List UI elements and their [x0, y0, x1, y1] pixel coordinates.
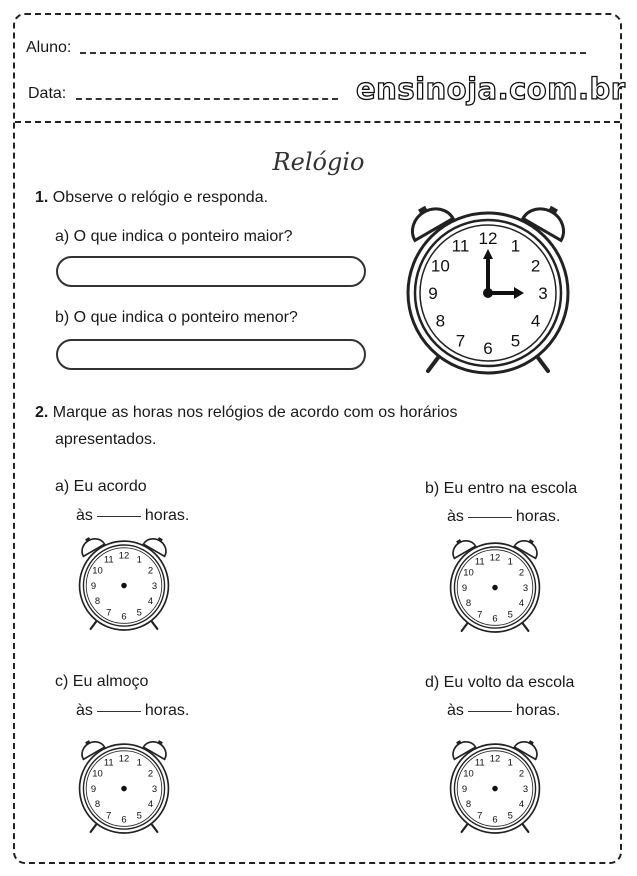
item-a-label: a) Eu acordo [55, 478, 147, 495]
time-suffix: horas. [515, 702, 561, 719]
time-suffix: horas. [144, 702, 190, 719]
question-1b-text: b) O que indica o ponteiro menor? [55, 309, 298, 326]
clock-numeral-2: 2 [530, 256, 541, 276]
clock-numeral-12: 12 [489, 552, 501, 564]
clock-numeral-3: 3 [538, 284, 548, 303]
item-b-label: b) Eu entro na escola [425, 480, 578, 497]
clock-numeral-9: 9 [461, 783, 468, 795]
clock-numeral-12: 12 [489, 753, 501, 765]
clock-numeral-8: 8 [465, 598, 472, 610]
clock-center-pin [492, 786, 498, 792]
clock-numeral-7: 7 [106, 810, 112, 822]
clock-numeral-10: 10 [463, 768, 474, 780]
blank-alarm-clock-icon[interactable] [75, 733, 173, 833]
clock-center-pin [121, 786, 127, 792]
student-label: Aluno: [26, 39, 72, 56]
clock-numeral-1: 1 [136, 554, 142, 566]
clock-numeral-9: 9 [90, 783, 97, 795]
clock-numeral-4: 4 [518, 598, 525, 610]
answer-1a-box[interactable] [56, 256, 366, 287]
time-prefix: às [447, 508, 464, 525]
clock-numeral-2: 2 [147, 768, 154, 780]
question-2-text-line1: Marque as horas nos relógios de acordo com os horários [52, 404, 458, 421]
clock-numeral-4: 4 [147, 799, 154, 811]
item-b-hour-blank[interactable] [468, 517, 512, 518]
clock-numeral-11: 11 [474, 757, 485, 769]
clock-numeral-3: 3 [151, 580, 158, 592]
clock-numeral-9: 9 [428, 284, 438, 303]
time-prefix: às [447, 702, 464, 719]
item-d-hour-blank[interactable] [468, 711, 512, 712]
clock-numeral-6: 6 [492, 814, 498, 826]
clock-numeral-7: 7 [477, 609, 483, 621]
clock-numeral-5: 5 [136, 810, 142, 822]
question-1-number: 1. [35, 189, 49, 206]
clock-numeral-5: 5 [507, 609, 513, 621]
clock-numeral-4: 4 [147, 596, 154, 608]
clock-center-pin [121, 583, 127, 589]
clock-numeral-4: 4 [518, 799, 525, 811]
item-c-hour-blank[interactable] [97, 711, 141, 712]
clock-center-pin [492, 585, 498, 591]
clock-numeral-6: 6 [492, 613, 498, 625]
clock-numeral-2: 2 [147, 565, 154, 577]
clock-numeral-12: 12 [118, 550, 130, 562]
clock-numeral-5: 5 [136, 607, 142, 619]
answer-1b-box[interactable] [56, 339, 366, 370]
clock-numeral-3: 3 [151, 783, 158, 795]
clock-numeral-11: 11 [474, 556, 485, 568]
question-2-text-line2: apresentados. [55, 431, 157, 448]
clock-numeral-8: 8 [465, 799, 472, 811]
clock-numeral-6: 6 [121, 611, 127, 623]
clock-numeral-11: 11 [451, 236, 470, 256]
clock-numeral-11: 11 [103, 757, 114, 769]
clock-numeral-8: 8 [94, 799, 101, 811]
item-b-time [447, 508, 560, 526]
clock-numeral-9: 9 [90, 580, 97, 592]
clock-numeral-7: 7 [455, 331, 466, 351]
date-field[interactable] [76, 98, 338, 100]
clock-numeral-10: 10 [463, 567, 474, 579]
item-c-time [76, 702, 189, 720]
item-d-time [447, 702, 560, 720]
clock-numeral-7: 7 [477, 810, 483, 822]
time-prefix: às [76, 702, 93, 719]
clock-numeral-9: 9 [461, 582, 468, 594]
item-c-label: c) Eu almoço [55, 673, 149, 690]
clock-numeral-3: 3 [522, 582, 529, 594]
clock-numeral-1: 1 [507, 556, 513, 568]
clock-numeral-2: 2 [518, 768, 525, 780]
blank-alarm-clock-icon[interactable] [75, 530, 173, 630]
clock-numeral-6: 6 [121, 814, 127, 826]
question-1a-text: a) O que indica o ponteiro maior? [55, 228, 293, 245]
clock-numeral-3: 3 [522, 783, 529, 795]
student-name-field[interactable] [80, 52, 586, 54]
clock-numeral-1: 1 [507, 757, 513, 769]
question-1-prompt [35, 189, 268, 207]
header-divider [15, 121, 620, 123]
clock-center-pin [483, 288, 493, 298]
blank-alarm-clock-icon[interactable] [446, 733, 544, 833]
clock-numeral-11: 11 [103, 554, 114, 566]
clock-numeral-12: 12 [478, 229, 498, 248]
clock-numeral-4: 4 [530, 311, 541, 331]
clock-numeral-6: 6 [483, 339, 493, 358]
clock-numeral-8: 8 [94, 596, 101, 608]
question-2-prompt [35, 404, 457, 422]
clock-numeral-1: 1 [136, 757, 142, 769]
clock-numeral-1: 1 [510, 236, 521, 256]
clock-numeral-12: 12 [118, 753, 130, 765]
clock-numeral-7: 7 [106, 607, 112, 619]
time-prefix: às [76, 507, 93, 524]
brand-logo: ensinoja.com.br [356, 72, 626, 106]
clock-numeral-10: 10 [430, 256, 450, 276]
item-a-time [76, 507, 189, 525]
time-suffix: horas. [515, 508, 561, 525]
alarm-clock-icon [400, 193, 576, 373]
clock-numeral-5: 5 [507, 810, 513, 822]
question-1-text: Observe o relógio e responda. [52, 189, 269, 206]
clock-numeral-10: 10 [92, 768, 103, 780]
date-label: Data: [28, 85, 67, 102]
clock-numeral-5: 5 [510, 331, 521, 351]
clock-numeral-10: 10 [92, 565, 103, 577]
clock-numeral-8: 8 [435, 311, 446, 331]
item-a-hour-blank[interactable] [97, 516, 141, 517]
page-title: Relógio [272, 148, 365, 176]
item-d-label: d) Eu volto da escola [425, 674, 575, 691]
time-suffix: horas. [144, 507, 190, 524]
clock-numeral-2: 2 [518, 567, 525, 579]
blank-alarm-clock-icon[interactable] [446, 532, 544, 632]
question-2-number: 2. [35, 404, 49, 421]
